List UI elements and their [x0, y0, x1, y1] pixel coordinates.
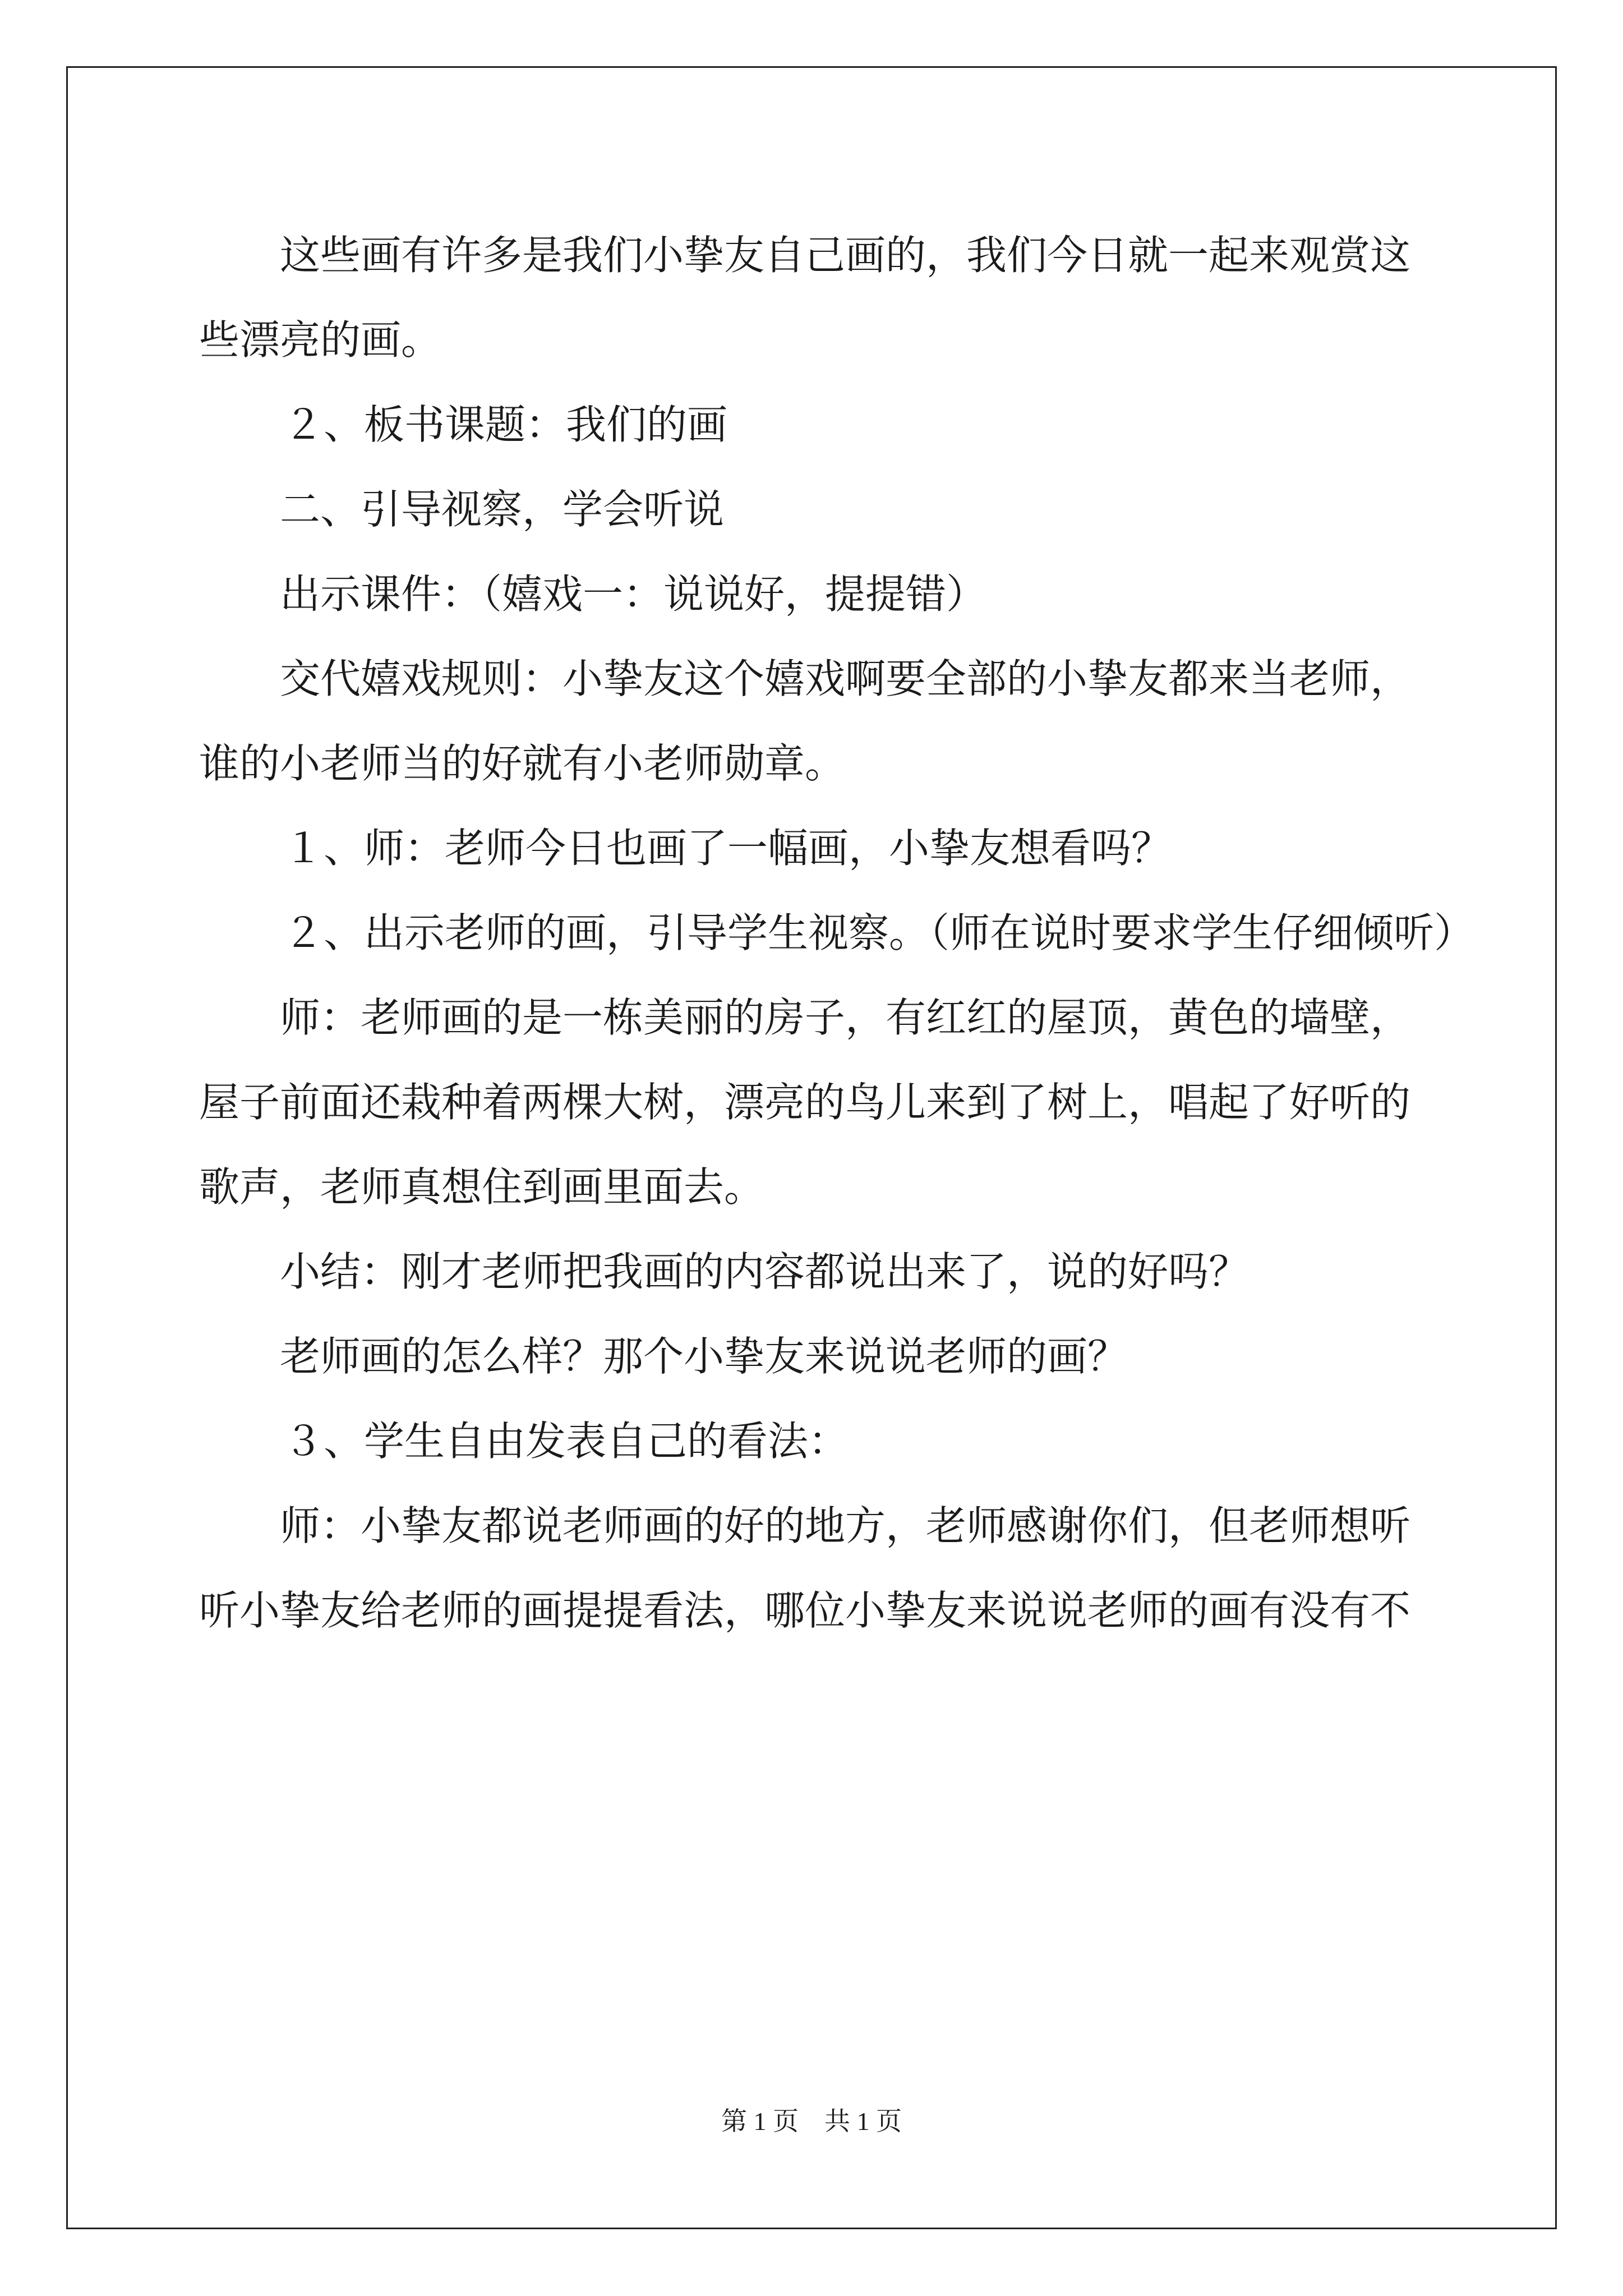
paragraph-line: 小结：刚才老师把我画的内容都说出来了，说的好吗？ — [280, 1248, 1249, 1295]
paragraph-line: 二、引导视察，学会听说 — [280, 486, 725, 533]
paragraph-line: １、师：老师今日也画了一幅画，小挚友想看吗？ — [283, 825, 1172, 872]
paragraph-line: 老师画的怎么样？那个小挚友来说说老师的画？ — [280, 1333, 1128, 1380]
paragraph-line: 这些画有许多是我们小挚友自己画的，我们今日就一起来观赏这 — [280, 232, 1411, 279]
paragraph-line: ２、出示老师的画，引导学生视察。（师在说时要求学生仔细倾听） — [283, 909, 1475, 956]
paragraph-line: 交代嬉戏规则：小挚友这个嬉戏啊要全部的小挚友都来当老师， — [280, 655, 1411, 702]
paragraph-line: ３、学生自由发表自己的看法： — [283, 1418, 849, 1465]
paragraph-line: 出示课件：（嬉戏一：说说好，提提错） — [280, 570, 987, 618]
paragraph-line: 歌声，老师真想住到画里面去。 — [199, 1163, 765, 1211]
paragraph-line: 听小挚友给老师的画提提看法，哪位小挚友来说说老师的画有没有不 — [199, 1587, 1411, 1634]
paragraph-line: 师：老师画的是一栋美丽的房子，有红红的屋顶，黄色的墙壁， — [280, 994, 1411, 1041]
paragraph-line: 师：小挚友都说老师画的好的地方，老师感谢你们，但老师想听 — [280, 1502, 1411, 1549]
paragraph-line: 屋子前面还栽种着两棵大树，漂亮的鸟儿来到了树上，唱起了好听的 — [199, 1079, 1411, 1126]
paragraph-line: ２、板书课题：我们的画 — [283, 401, 728, 448]
page-footer: 第 1 页 共 1 页 — [721, 2107, 902, 2136]
paragraph-line: 些漂亮的画。 — [199, 316, 442, 364]
document-body — [199, 213, 1475, 1653]
paragraph-line: 谁的小老师当的好就有小老师勋章。 — [199, 740, 846, 787]
